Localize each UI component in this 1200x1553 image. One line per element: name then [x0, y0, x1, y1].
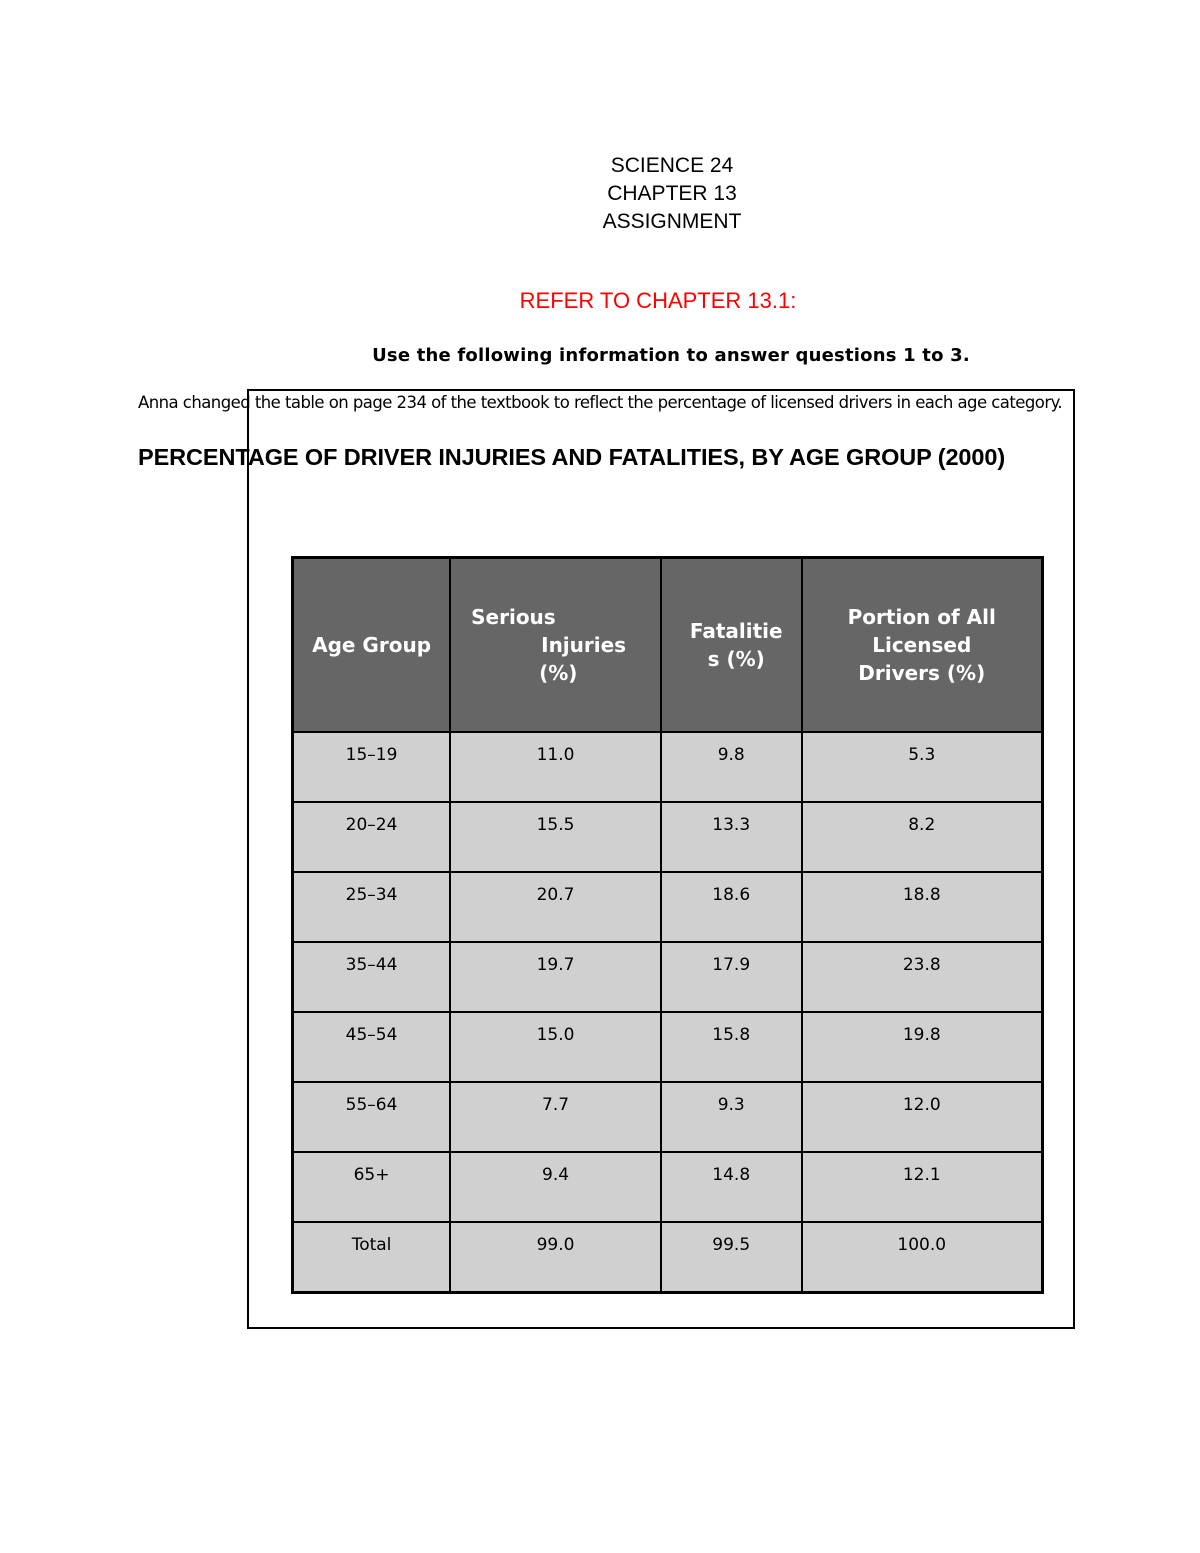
cell-age: 25–34 — [293, 872, 451, 942]
cell-age: 20–24 — [293, 802, 451, 872]
cell-licensed: 5.3 — [802, 732, 1043, 802]
table-row — [293, 1082, 1043, 1152]
intro-paragraph: Anna changed the table on page 234 of the textbook to reflect the percentage of licensed drivers in each age category. — [138, 393, 1063, 412]
cell-licensed: 18.8 — [802, 872, 1043, 942]
cell-age: 45–54 — [293, 1012, 451, 1082]
cell-age: 65+ — [293, 1152, 451, 1222]
table-row — [293, 732, 1043, 802]
cell-fatalities: 17.9 — [661, 942, 802, 1012]
cell-injuries: 15.5 — [450, 802, 661, 872]
cell-injuries: 9.4 — [450, 1152, 661, 1222]
cell-injuries: 15.0 — [450, 1012, 661, 1082]
cell-injuries: 11.0 — [450, 732, 661, 802]
data-table — [291, 556, 1044, 1294]
instructions-text: Use the following information to answer questions 1 to 3. — [372, 345, 970, 366]
chapter-title: CHAPTER 13 — [607, 182, 737, 205]
cell-fatalities: 99.5 — [661, 1222, 802, 1293]
cell-injuries: 99.0 — [450, 1222, 661, 1293]
table-row — [293, 942, 1043, 1012]
cell-licensed: 19.8 — [802, 1012, 1043, 1082]
refer-heading: REFER TO CHAPTER 13.1: — [519, 288, 797, 313]
cell-licensed: 23.8 — [802, 942, 1043, 1012]
cell-fatalities: 9.3 — [661, 1082, 802, 1152]
cell-licensed: 100.0 — [802, 1222, 1043, 1293]
table-row — [293, 1152, 1043, 1222]
course-title: SCIENCE 24 — [610, 154, 734, 177]
cell-age: Total — [293, 1222, 451, 1293]
table-row-total — [293, 1222, 1043, 1293]
cell-licensed: 12.0 — [802, 1082, 1043, 1152]
cell-fatalities: 14.8 — [661, 1152, 802, 1222]
table-row — [293, 872, 1043, 942]
table-header-row — [293, 558, 1043, 733]
header-age-group: Age Group — [293, 558, 451, 733]
cell-fatalities: 13.3 — [661, 802, 802, 872]
assignment-title: ASSIGNMENT — [602, 210, 742, 233]
header-licensed-drivers: Portion of All Licensed Drivers (%) — [802, 558, 1043, 733]
cell-injuries: 20.7 — [450, 872, 661, 942]
cell-age: 55–64 — [293, 1082, 451, 1152]
table-row — [293, 1012, 1043, 1082]
cell-licensed: 12.1 — [802, 1152, 1043, 1222]
cell-injuries: 7.7 — [450, 1082, 661, 1152]
cell-fatalities: 9.8 — [661, 732, 802, 802]
cell-age: 35–44 — [293, 942, 451, 1012]
cell-licensed: 8.2 — [802, 802, 1043, 872]
cell-fatalities: 15.8 — [661, 1012, 802, 1082]
header-serious-injuries: Serious Injuries (%) — [450, 558, 661, 733]
cell-injuries: 19.7 — [450, 942, 661, 1012]
table-row — [293, 802, 1043, 872]
cell-fatalities: 18.6 — [661, 872, 802, 942]
cell-age: 15–19 — [293, 732, 451, 802]
table-title: PERCENTAGE OF DRIVER INJURIES AND FATALITIES, BY AGE GROUP (2000) — [138, 444, 1006, 470]
header-fatalities: Fatalitie s (%) — [661, 558, 802, 733]
